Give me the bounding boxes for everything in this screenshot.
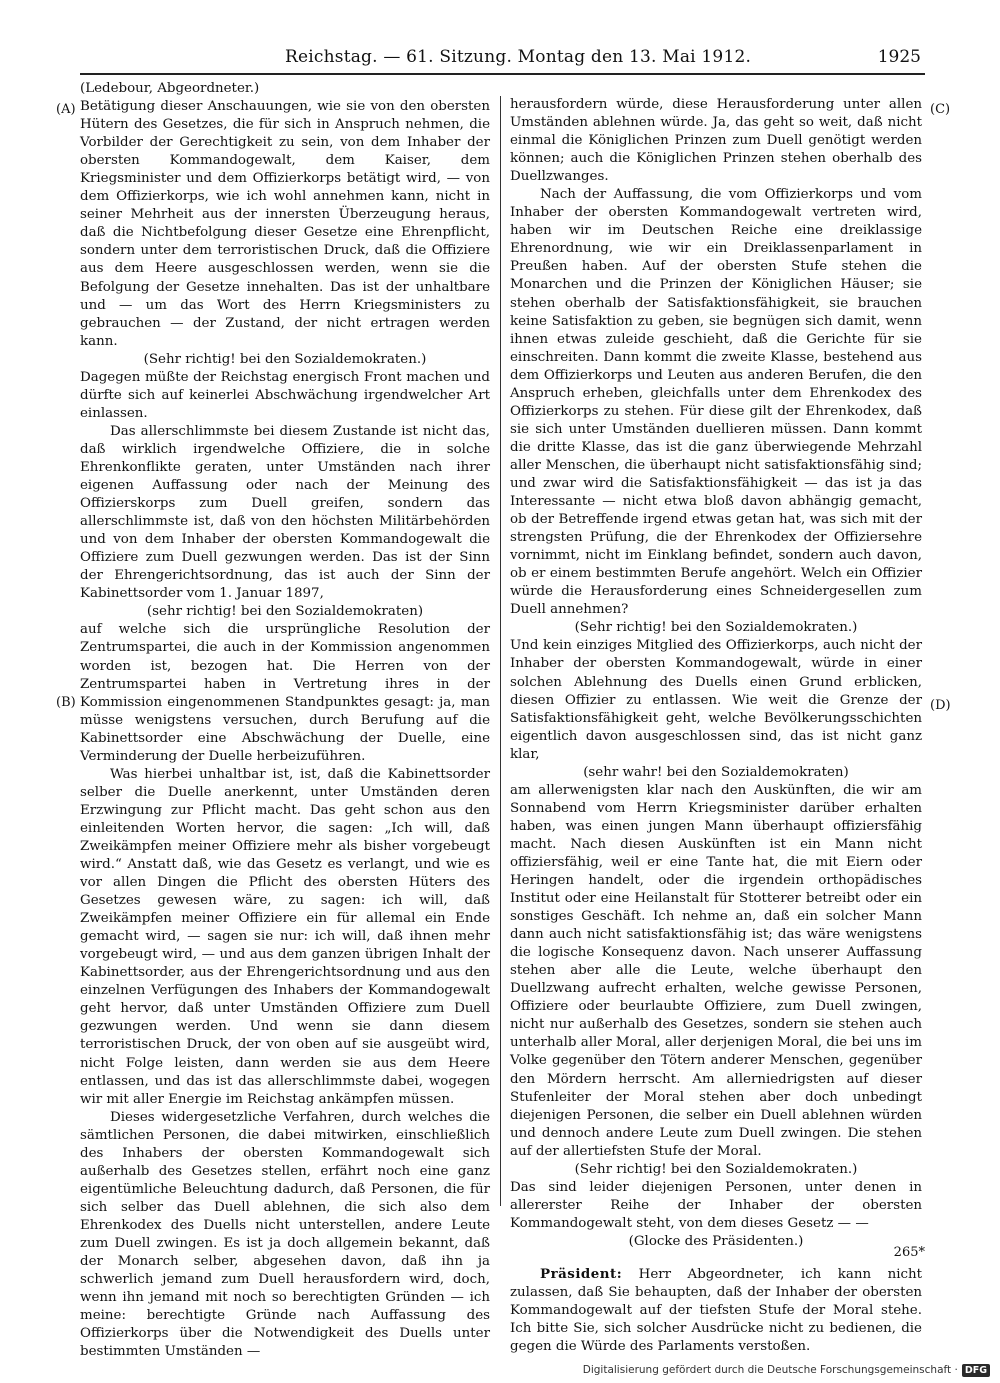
right-column xyxy=(510,96,922,1356)
column-divider xyxy=(500,96,501,1206)
dfg-logo-icon: DFG xyxy=(962,1364,990,1377)
signature-mark: 265* xyxy=(893,1245,925,1260)
margin-marker-d: (D) xyxy=(930,698,951,713)
paragraph: Dieses widergesetzliche Verfahren, durch welches die sämtlichen Personen, die dabei mitwirken, einschließlich des Inhabers der obersten Kommandogewalt sich außerhalb des Gesetzes stellen, erfährt noch eine ganz eigentümliche Beleuchtung dadurch, daß Personen, die für sich selber das Duell ablehnen, die sich also dem Ehrenkodex des Duells nicht unterstellen, andere Leute zum Duell zwingen. Es ist ja doch allgemein bekannt, daß der Monarch selber, abgesehen davon, daß ihn ja schwerlich jemand zum Duell herausfordern wird, doch, wenn ihn jemand mit noch so berechtigten Gründen — ich meine: berechtigte Gründe nach Auffassung des Offizierkorps über die Notwendigkeit des Duells unter bestimmten Umständen — xyxy=(80,1109,490,1360)
speaker-paragraph xyxy=(510,1265,922,1356)
interjection: (sehr richtig! bei den Sozialdemokraten) xyxy=(146,604,424,620)
page-header xyxy=(80,44,925,70)
paragraph: auf welche sich die ursprüngliche Resolution der Zentrumspartei, die auch in der Kommission angenommen worden ist, bezogen hat. Die Herren von der Zentrumspartei haben in Vertretung ihres in der Kommission eingenommenen Standpunktes gesagt: ja, man müsse wenigstens versuchen, durch Berufung auf die Kabinettsorder eine Abschwächung der Duelle, eine Verminderung der Duelle herbeizuführen. xyxy=(80,622,490,764)
speaker-text: Herr Abgeordneter, ich kann nicht zulassen, daß Sie behaupten, daß der Inhaber der obersten Kommandogewalt auf der tiefsten Stufe der Moral stehe. Ich bitte Sie, sich solcher Ausdrücke nicht zu bedienen, die gegen die Würde des Parlaments verstoßen. xyxy=(510,1267,922,1355)
paragraph: Dagegen müßte der Reichstag energisch Front machen und dürfte sich auf keinerlei Abschwächung irgendwelcher Art einlassen. xyxy=(80,369,490,421)
page-footer xyxy=(583,1362,990,1378)
margin-marker-a: (A) xyxy=(56,102,76,117)
margin-marker-b: (B) xyxy=(56,695,76,710)
interjection: (Sehr richtig! bei den Sozialdemokraten.) xyxy=(574,1161,858,1177)
paragraph: Nach der Auffassung, die vom Offizierkorps und vom Inhaber der obersten Kommandogewalt vertreten wird, haben wir im Deutschen Reiche eine dreiklassige Ehrenordnung, wie wir ein Dreiklassenparlament in Preußen haben. Auf der obersten Stufe stehen die Monarchen und die Prinzen der Königlichen Häuser; sie stehen oberhalb der Satisfaktionsfähigkeit, sie brauchen keine Satisfaktion zu geben, sie begnügen sich damit, wenn ihnen etwas zuleide geschieht, daß die Gerichte für sie einschreiten. Dann kommt die zweite Klasse, bestehend aus dem Offizierkorps und Leuten aus anderen Berufen, die den Anspruch erheben, gleichfalls unter dem Ehrenkodex des Offizierkorps zu stehen. Für diese gilt der Ehrenkodex, daß sie sich unter Umständen duellieren müssen. Dann kommt die dritte Klasse, das ist die ganz überwiegende Mehrzahl aller Menschen, die überhaupt nicht satisfaktionsfähig sind; und zwar wird die Satisfaktionsfähigkeit — das ist ja das Interessante — nicht etwa bloß davon abhängig gemacht, ob der Betreffende irgend etwas getan hat, was sich mit der strengsten Prüfung, die der Ehrenkodex der Offiziersehre vornimmt, nicht im Einklang befindet, sondern auch davon, ob er einem bestimmten Berufe angehört. Welch ein Offizier würde die Herausforderung eines Schneidergesellen zum Duell annehmen? xyxy=(510,187,922,618)
interjection: (Sehr richtig! bei den Sozialdemokraten.) xyxy=(143,351,427,367)
header-page-number: 1925 xyxy=(877,47,921,67)
paragraph: (Ledebour, Abgeordneter.) xyxy=(80,81,260,96)
paragraph: am allerwenigsten klar nach den Auskünften, die wir am Sonnabend vom Herrn Kriegsminister darüber erhalten haben, was einen jungen Mann überhaupt offiziersfähig macht. Nach diesen Auskünften ist ein Mann nicht offiziersfähig, weil er eine Tante hat, die mit Eiern oder Heringen handelt, oder die irgendein orthopädisches Institut oder eine Heilanstalt für Stotterer betreibt oder ein sonstiges Geschäft. Ich nehme an, daß ein solcher Mann dann auch nicht satisfaktionsfähig ist; das wäre wenigstens die logische Konsequenz davon. Nach unserer Auffassung stehen aber alle die Leute, welche überhaupt den Duellzwang aufrecht erhalten, welche gewisse Personen, Offiziere oder beurlaubte Offiziere, zum Duell zwingen, nicht nur außerhalb des Gesetzes, sondern sie stehen auch unterhalb aller Moral, aller derjenigen Moral, die bei uns im Volke gegenüber den Tötern anderer Menschen, gegenüber den Mördern herrscht. Am allerniedrigsten auf dieser Stufenleiter der Moral stehen aber doch unbedingt diejenigen Personen, die selber ein Duell ablehnen würden und dennoch andere Leute zum Duell zwingen. Die stehen auf der allertiefsten Stufe der Moral. xyxy=(510,782,922,1159)
paragraph: Das sind leider diejenigen Personen, unter denen in allererster Reihe der Inhaber der obersten Kommandogewalt steht, von dem dieses Gesetz — — xyxy=(510,1179,922,1231)
header-title: Reichstag. — 61. Sitzung. Montag den 13. Mai 1912. xyxy=(285,47,752,67)
speaker-name: Präsident: xyxy=(540,1266,623,1282)
paragraph: herausfordern würde, diese Herausforderung unter allen Umständen ablehnen würde. Ja, das geht so weit, daß nicht einmal die Königlichen Prinzen zum Duell genötigt werden können; auch die Königlichen Prinzen stehen oberhalb des Duellzwanges. xyxy=(510,97,922,185)
interjection: (Sehr richtig! bei den Sozialdemokraten.) xyxy=(574,620,858,636)
paragraph: Betätigung dieser Anschauungen, wie sie von den obersten Hütern des Gesetzes, die für sich in Anspruch nehmen, die Vorbilder der Gerechtigkeit zu sein, von dem Inhaber der obersten Kommandogewalt, dem Kaiser, dem Kriegsminister und dem Offizierkorps betätigt wird, — von dem Offizierkorps, wie ich wohl annehmen kann, nicht in seiner Mehrheit aus der innersten Überzeugung heraus, daß die Nichtbefolgung dieser Gesetze eine Ehrenpflicht, sondern unter dem terroristischen Druck, daß die Offiziere aus dem Heere ausgeschlossen werden, wenn sie die Befolgung der Gesetze innehalten. Das ist der unhaltbare und — um das Wort des Herrn Kriegsministers zu gebrauchen — der Zustand, der nicht ertragen werden kann. xyxy=(80,99,490,349)
interjection: (sehr wahr! bei den Sozialdemokraten) xyxy=(583,764,849,780)
margin-marker-c: (C) xyxy=(930,102,951,117)
paragraph: Was hierbei unhaltbar ist, ist, daß die Kabinettsorder selber die Duelle anerkennt, unter Umständen deren Erzwingung zur Pflicht macht. Das geht schon aus den einleitenden Worten hervor, die sagen: „Ich will, daß Zweikämpfen meiner Offiziere mehr als bisher vorgebeugt wird.“ Anstatt daß, wie das Gesetz es verlangt, und wie es vor allen Dingen die Pflicht des obersten Hüters des Gesetzes gewesen wäre, zu sagen: ich will, daß Zweikämpfen meiner Offiziere ein für allemal ein Ende gemacht wird, — sagen sie nur: ich will, daß ihnen mehr vorgebeugt wird, — und aus dem ganzen übrigen Inhalt der Kabinettsorder, aus der Ehrengerichtsordnung und aus den einzelnen Verfügungen des Inhabers der Kommandogewalt geht hervor, daß unter Umständen Offiziere zum Duell gezwungen werden. Und wenn sie dann diesem terroristischen Druck, der von oben auf sie ausgeübt wird, nicht Folge leisten, dann werden sie aus dem Heere entlassen, und das ist das allerschlimmste dabei, wogegen wir mit aller Energie im Reichstag ankämpfen müssen. xyxy=(80,766,490,1107)
paragraph: Und kein einziges Mitglied des Offizierkorps, auch nicht der Inhaber der obersten Kommandogewalt, würde in einer solchen Ablehnung des Duells einen Grund erblicken, diesen Offizier zu entlassen. Wie weit die Grenze der Satisfaktionsfähigkeit geht, welche Bevölkerungsschichten eigentlich davon ausgeschlossen sind, das ist nicht ganz klar, xyxy=(510,638,922,762)
paragraph-spacer xyxy=(510,1251,922,1265)
footer-text: Digitalisierung gefördert durch die Deutsche Forschungsgemeinschaft · xyxy=(582,1364,958,1376)
paragraph: Das allerschlimmste bei diesem Zustande ist nicht das, daß wirklich irgendwelche Offiziere, die in solche Ehrenkonflikte geraten, unter Umständen nach ihrer eigenen Auffassung oder nach der Meinung des Offizierskorps zum Duell greifen, sondern das allerschlimmste ist, daß von den höchsten Militärbehörden und von dem Inhaber der obersten Kommandogewalt die Offiziere zum Duell gezwungen werden. Das ist der Sinn der Ehrengerichtsordnung, das ist auch der Sinn der Kabinettsorder vom 1. Januar 1897, xyxy=(80,423,490,602)
left-column xyxy=(80,80,490,1361)
header-rule xyxy=(80,73,925,75)
interjection: (Glocke des Präsidenten.) xyxy=(628,1233,804,1249)
